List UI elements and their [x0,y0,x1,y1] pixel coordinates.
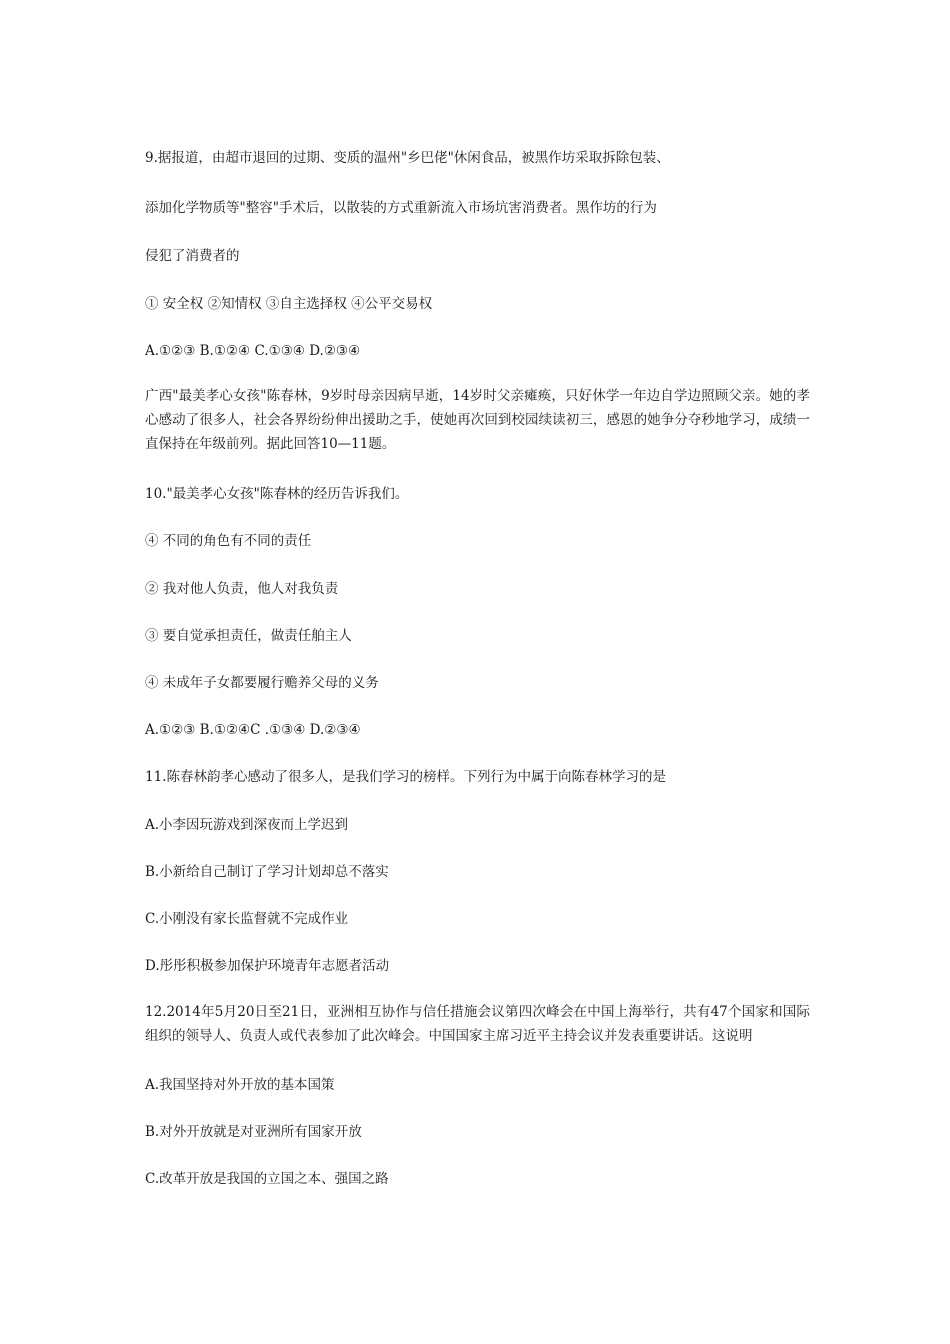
q12-option-b: B.对外开放就是对亚洲所有国家开放 [145,1124,362,1140]
q9-stem-line-3: 侵犯了消费者的 [145,248,240,264]
q10-item-1: ④ 不同的角色有不同的责任 [145,533,312,549]
q11-option-c: C.小刚没有家长监督就不完成作业 [145,911,349,927]
q10-item-3: ③ 要自觉承担责任，做责任舶主人 [145,628,352,644]
q12-option-a: A.我国坚持对外开放的基本国策 [145,1077,335,1093]
q11-option-b: B.小新给自己制订了学习计划却总不落实 [145,864,389,880]
q10-item-4: ④ 未成年子女都要履行赡养父母的义务 [145,675,379,691]
q10-choices: A.①②③ B.①②④C .①③④ D.②③④ [145,722,361,738]
passage-paragraph: 广西"最美孝心女孩"陈春林，9岁时母亲因病早逝，14岁时父亲瘫痪，只好休学一年边自学边照顾父亲。她的孝心感动了很多人，社会各界纷纷伸出援助之手，使她再次回到校园续读初三，感恩的她争分夺秒地学习，成绩一直保持在年级前列。据此回答10—11题。 [145,388,810,452]
q10-item-2: ② 我对他人负责，他人对我负责 [145,581,339,597]
q12-stem: 12.2014年5月20日至21日，亚洲相互协作与信任措施会议第四次峰会在中国上海举行，共有47个国家和国际组织的领导人、负责人或代表参加了此次峰会。中国国家主席习近平主持会议并发表重要讲话。这说明 [145,1004,810,1044]
q11-option-d: D.彤彤积极参加保护环境青年志愿者活动 [145,958,390,974]
q9-choices: A.①②③ B.①②④ C.①③④ D.②③④ [145,343,361,359]
q9-items: ① 安全权 ②知情权 ③自主选择权 ④公平交易权 [145,296,433,312]
q9-stem-line-2: 添加化学物质等"整容"手术后，以散装的方式重新流入市场坑害消费者。黑作坊的行为 [145,200,657,216]
q12-option-c: C.改革开放是我国的立国之本、强国之路 [145,1171,389,1187]
q9-stem-line-1: 9.据报道，由超市退回的过期、变质的温州"乡巴佬"休闲食品，被黑作坊采取拆除包装、 [145,150,670,166]
q10-stem: 10."最美孝心女孩"陈春林的经历告诉我们。 [145,486,409,502]
q11-option-a: A.小李因玩游戏到深夜而上学迟到 [145,817,349,833]
q11-stem: 11.陈春林韵孝心感动了很多人，是我们学习的榜样。下列行为中属于向陈春林学习的是 [145,769,666,785]
